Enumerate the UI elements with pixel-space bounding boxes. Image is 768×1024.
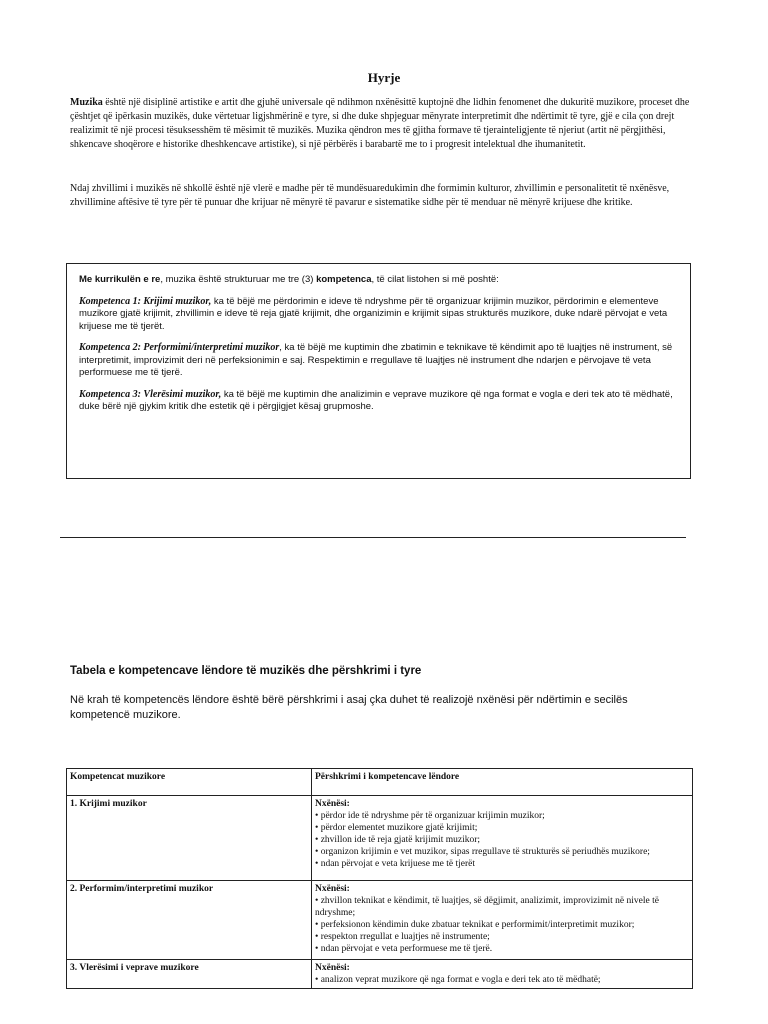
row-items bbox=[315, 974, 689, 986]
table-row bbox=[67, 881, 693, 960]
competence-table bbox=[66, 768, 693, 989]
table-header-row bbox=[67, 769, 693, 796]
competence-1-text: ka të bëjë me përdorimin e ideve të ndryshme për të organizuar krijimin muzikor, përdorimin e elementeve muzikore gjatë krijimit, zhvillimin e ideve të reja gjatë krijimit, dhe organizimin e krijimit sipas strukturës muzikore, duke ndarë përvojat e veta krijuese me të tjerët. bbox=[79, 295, 668, 332]
list-item: • perfeksionon këndimin duke zbatuar teknikat e performimit/interpretimit muzikor; bbox=[315, 919, 689, 931]
list-item: • ndan përvojat e veta krijuese me të tjerët bbox=[315, 858, 689, 870]
row-description bbox=[312, 960, 693, 989]
row-items bbox=[315, 810, 689, 870]
box-lead bbox=[79, 274, 678, 287]
box-lead-mid: , muzika është strukturuar me tre (3) bbox=[160, 274, 317, 285]
competence-2-text: , ka të bëjë me kuptimin dhe zbatimin e teknikave të këndimit apo të luajtjes në instrument, së interpretimit, improvizimit deri në perfeksionimin e saj. Respektimin e rregullave të luajtjes në instrument dhe ndarjen e përvojave të veta performuese me të tjerë. bbox=[79, 342, 673, 378]
list-item: • përdor ide të ndryshme për të organizuar krijimin muzikor; bbox=[315, 810, 689, 822]
intro-paragraph-1-text: është një disiplinë artistike e artit dhe gjuhë universale që ndihmon nxënësittë kuptojnë dhe lidhin fenomenet dhe dukuritë muzikore, proceset dhe çështjet që ipërkasin muzikës, duke vërtetuar ligjshmërinë e tyre, si dhe duke shpjeguar mënyrate interpretimit dhe ndërtimit të tyre, gjë e cila çon drejt realizimit të një procesi tësuksesshëm të mësimit të muzikës. Muzika qëndron mes të gjitha formave të tjerainteligjente të njeriut (artit në përgjithësi, shkencave shoqërore e historike dheshkencave artistike), si një përbërës i barabartë me to i progresit intelektual dhe ihumanitetit. bbox=[70, 97, 690, 150]
competence-3-text: ka të bëjë me kuptimin dhe analizimin e veprave muzikore që nga format e vogla e deri tek ato të mëdhatë, duke bërë një gjykim kritik dhe estetik që i përgjigjet kësaj grupmoshe. bbox=[79, 388, 673, 412]
row-items bbox=[315, 895, 689, 955]
section-intro: Në krah të kompetencës lëndore është bërë përshkrimi i asaj çka duhet të realizojë nxënësi për ndërtimin e secilës kompetencë muzikore. bbox=[70, 694, 628, 721]
list-item: • ndan përvojat e veta performuese me të tjerë. bbox=[315, 943, 689, 955]
row-subject: Nxënësi: bbox=[315, 963, 350, 973]
section-title: Tabela e kompetencave lëndore të muzikës dhe përshkrimi i tyre bbox=[70, 665, 422, 677]
row-description bbox=[312, 796, 693, 881]
intro-paragraph-1 bbox=[70, 96, 696, 152]
box-lead-end: , të cilat listohen si më poshtë: bbox=[371, 274, 499, 285]
competence-3 bbox=[79, 389, 678, 414]
list-item: • organizon krijimin e vet muzikor, sipas rregullave të strukturës së periudhës muzikore; bbox=[315, 846, 689, 858]
row-competence-name: 2. Performim/interpretimi muzikor bbox=[67, 881, 312, 960]
muzika-term: Muzika bbox=[70, 97, 103, 108]
table-row bbox=[67, 796, 693, 881]
row-competence-name: 1. Krijimi muzikor bbox=[67, 796, 312, 881]
table-header-competences: Kompetencat muzikore bbox=[67, 769, 312, 796]
row-description bbox=[312, 881, 693, 960]
list-item: • përdor elementet muzikore gjatë krijimit; bbox=[315, 822, 689, 834]
competence-1-title: Kompetenca 1: Krijimi muzikor, bbox=[79, 295, 212, 307]
row-competence-name: 3. Vlerësimi i veprave muzikore bbox=[67, 960, 312, 989]
page-title: Hyrje bbox=[367, 70, 401, 85]
box-lead-bold2: kompetenca bbox=[316, 274, 372, 285]
divider-line bbox=[60, 537, 686, 538]
competence-3-title: Kompetenca 3: Vlerësimi muzikor, bbox=[79, 388, 222, 400]
competence-2 bbox=[79, 342, 678, 380]
intro-paragraph-2: Ndaj zhvillimi i muzikës në shkollë është një vlerë e madhe për të mundësuaredukimin dhe formimin kulturor, zhvillimin e personalitetit të nxënësve, zhvillimine aftësive të tyre për të punuar dhe krijuar në mënyrë të pavarur e sistematike sidhe për të menduar në mënyrë krijuese dhe kritike. bbox=[70, 183, 670, 208]
row-subject: Nxënësi: bbox=[315, 884, 350, 894]
competence-1 bbox=[79, 296, 678, 334]
list-item: • zhvillon ide të reja gjatë krijimit muzikor; bbox=[315, 834, 689, 846]
list-item: • zhvillon teknikat e këndimit, të luajtjes, së dëgjimit, analizimit, improvizimit në nivele të ndryshme; bbox=[315, 895, 689, 919]
row-subject: Nxënësi: bbox=[315, 799, 350, 809]
list-item: • analizon veprat muzikore që nga format e vogla e deri tek ato të mëdhatë; bbox=[315, 974, 689, 986]
table-row bbox=[67, 960, 693, 989]
table-header-description: Përshkrimi i kompetencave lëndore bbox=[312, 769, 693, 796]
competence-2-title: Kompetenca 2: Performimi/interpretimi muzikor bbox=[79, 342, 280, 353]
competences-box bbox=[66, 263, 691, 479]
list-item: • respekton rregullat e luajtjes në instrumente; bbox=[315, 931, 689, 943]
box-lead-bold: Me kurrikulën e re bbox=[79, 274, 161, 285]
